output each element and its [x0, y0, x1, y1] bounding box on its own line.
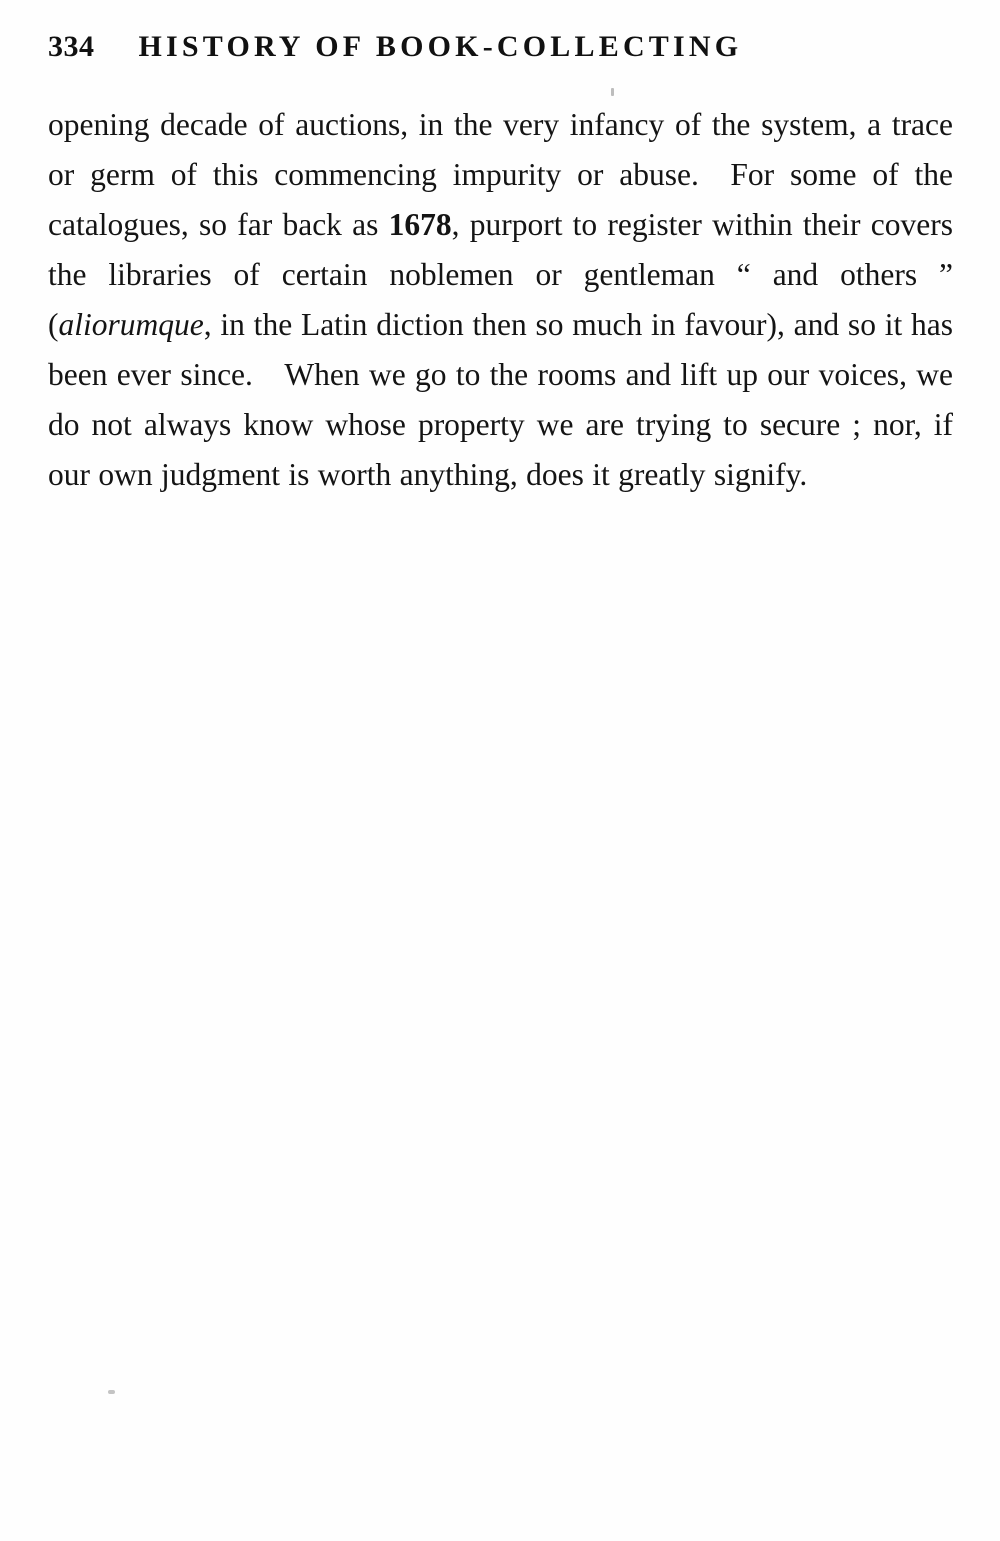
paragraph-segment-2: , purport to register within their covers the libraries of certain noblemen or gentleman “ and others ” ( — [48, 207, 953, 342]
paragraph — [48, 100, 953, 500]
year-1678: 1678 — [388, 207, 452, 242]
paper-speck — [108, 1390, 115, 1394]
page-header — [48, 30, 952, 80]
paper-speck — [611, 88, 614, 96]
page-number: 334 — [48, 30, 95, 63]
running-head: HISTORY OF BOOK-COLLECTING — [138, 30, 743, 63]
paragraph-segment-1: opening decade of auctions, in the very infancy of the system, a trace or germ of this commencing impurity or abuse. For some of the catalogues, so far back as — [48, 107, 953, 242]
latin-term: aliorumque — [58, 307, 204, 342]
body-text — [48, 100, 953, 500]
paragraph-segment-3: , in the Latin diction then so much in favour), and so it has been ever since. When we go to the rooms and lift up our voices, we do not always know whose property we are trying to secure ; nor, if our own judgment is worth anything, does it greatly signify. — [48, 307, 953, 492]
